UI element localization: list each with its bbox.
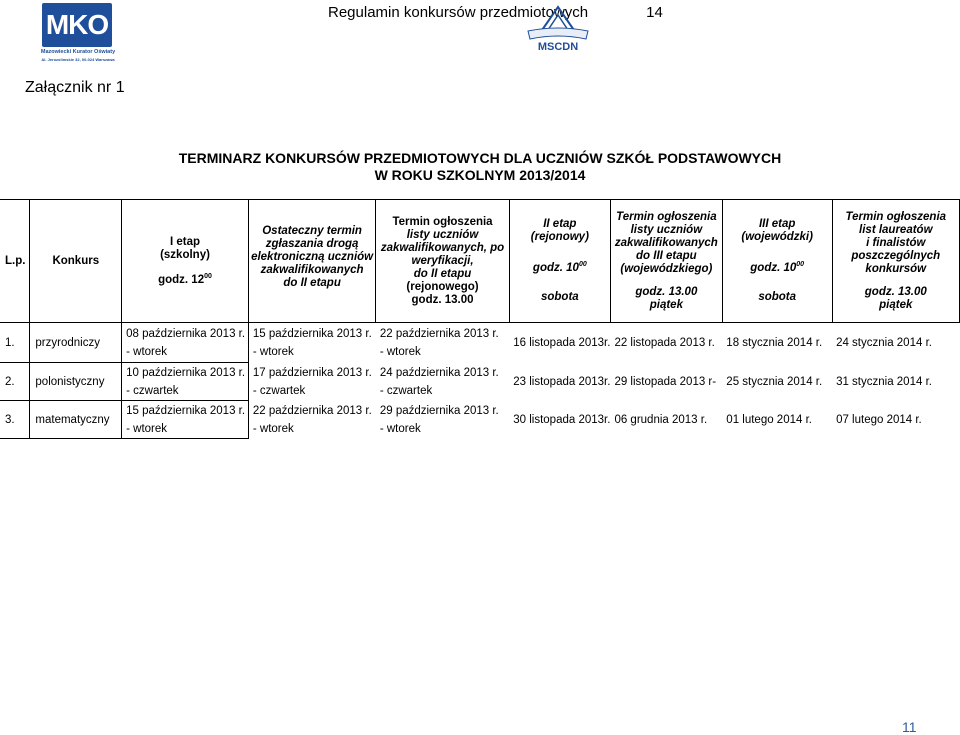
row-etap1-date: 08 października 2013 r. xyxy=(126,327,246,340)
row-lau-text: 24 stycznia 2014 r. xyxy=(836,336,932,349)
row-ogloszenie-2 xyxy=(376,401,509,439)
row-og2-date: 24 października 2013 r. xyxy=(379,366,499,379)
row-etap2-text: 30 listopada 2013r. xyxy=(513,413,611,426)
row-etap1-date: 10 października 2013 r. xyxy=(126,366,246,379)
row-etap1-day: - wtorek xyxy=(126,345,168,358)
header-lau-line2: list laureatów xyxy=(859,223,933,236)
header-etap2 xyxy=(509,200,610,323)
header-etap1-line2: (szkolny) xyxy=(160,248,210,261)
row-ostateczny xyxy=(248,323,375,363)
row-konkurs xyxy=(30,363,122,401)
row-etap3-text: 18 stycznia 2014 r. xyxy=(726,336,823,349)
header-etap3-line2: (wojewódzki) xyxy=(741,231,813,244)
row-etap2 xyxy=(509,401,610,439)
header-etap2-minutes: 00 xyxy=(578,261,587,269)
row-etap3 xyxy=(722,401,832,439)
row-etap2 xyxy=(509,323,610,363)
row-etap3-text: 25 stycznia 2014 r. xyxy=(726,375,823,388)
header-og3-line2: listy uczniów xyxy=(630,223,703,236)
mko-logo-caption-line1: Mazowiecki Kurator Oświaty xyxy=(40,49,116,55)
row-ostateczny xyxy=(248,363,375,401)
row-etap1 xyxy=(122,401,249,439)
row-etap2 xyxy=(509,363,610,401)
main-title-line2: W ROKU SZKOLNYM 2013/2014 xyxy=(374,167,586,183)
row-ogloszenie-2 xyxy=(376,323,509,363)
header-ogloszenie-2 xyxy=(376,200,509,323)
row-lp xyxy=(0,363,30,401)
header-ost-line4: zakwalifikowanych xyxy=(260,264,364,276)
header-etap1-minutes: 00 xyxy=(204,272,212,280)
header-lau-line7: piątek xyxy=(879,298,913,311)
header-lau-line1: Termin ogłoszenia xyxy=(845,210,947,223)
header-etap3-day: sobota xyxy=(758,290,797,303)
row-lau-text: 07 lutego 2014 r. xyxy=(836,413,922,426)
main-title xyxy=(0,150,960,184)
header-og2-line4: weryfikacji, xyxy=(411,254,474,267)
mscdn-logo xyxy=(520,3,596,55)
row-og2-date: 22 października 2013 r. xyxy=(379,327,499,340)
header-og3-line1: Termin ogłoszenia xyxy=(616,210,717,223)
header-etap2-day: sobota xyxy=(540,290,579,303)
header-lp: L.p. xyxy=(0,200,30,323)
row-etap3 xyxy=(722,363,832,401)
header-etap3 xyxy=(722,200,832,323)
header-ost-line3: elektroniczną uczniów xyxy=(251,251,374,263)
header-og3-line6: godz. 13.00 xyxy=(635,285,698,298)
row-og3-text: 22 listopada 2013 r. xyxy=(614,336,715,349)
row-og3-text: 06 grudnia 2013 r. xyxy=(614,413,708,426)
table-row xyxy=(0,363,960,401)
row-laureaci xyxy=(832,323,959,363)
row-konkurs-text: przyrodniczy xyxy=(35,336,100,349)
header-og2-line2: listy uczniów xyxy=(406,228,479,241)
table-header-row xyxy=(0,200,960,323)
row-ost-day: - wtorek xyxy=(252,345,294,358)
row-laureaci xyxy=(832,401,959,439)
row-ostateczny xyxy=(248,401,375,439)
header-etap2-line2: (rejonowy) xyxy=(530,231,589,244)
document-header-title xyxy=(328,4,663,21)
row-lp-text: 1. xyxy=(5,336,15,349)
header-konkurs xyxy=(30,200,122,323)
document-header-suffix: 14 xyxy=(646,4,663,21)
header-ogloszenie-3 xyxy=(610,200,722,323)
mscdn-logo-text: MSCDN xyxy=(537,41,579,53)
header-lau-line4: poszczególnych xyxy=(851,249,941,262)
header-etap1-hour: godz. 12 xyxy=(158,273,205,286)
row-konkurs-text: matematyczny xyxy=(35,413,110,426)
row-etap1 xyxy=(122,363,249,401)
row-etap3 xyxy=(722,323,832,363)
row-etap1-day: - wtorek xyxy=(126,422,168,435)
annex-label: Załącznik nr 1 xyxy=(25,79,125,96)
header-og2-line3: zakwalifikowanych, po xyxy=(380,241,505,254)
mko-logo-letters: MKO xyxy=(45,9,109,40)
header-og3-line7: piątek xyxy=(649,298,683,311)
header-etap3-minutes: 00 xyxy=(796,261,805,269)
row-etap1 xyxy=(122,323,249,363)
row-konkurs xyxy=(30,401,122,439)
row-ost-day: - wtorek xyxy=(252,422,294,435)
header-og2-line5: do II etapu xyxy=(413,267,472,280)
row-og2-date: 29 października 2013 r. xyxy=(379,404,499,417)
header-ostateczny xyxy=(248,200,375,323)
header-etap1-line1: I etap xyxy=(169,235,201,248)
header-etap2-line1: II etap xyxy=(543,218,577,231)
row-ost-day: - czwartek xyxy=(252,384,306,397)
page-number: 11 xyxy=(902,719,917,735)
mko-logo xyxy=(38,3,118,65)
mko-logo-caption xyxy=(38,49,118,63)
table-row xyxy=(0,323,960,363)
header-og2-line1: Termin ogłoszenia xyxy=(392,215,493,228)
header-og3-line3: zakwalifikowanych xyxy=(614,236,718,249)
row-konkurs-text: polonistyczny xyxy=(35,375,105,388)
row-ogloszenie-3 xyxy=(610,363,722,401)
row-etap3-text: 01 lutego 2014 r. xyxy=(726,413,812,426)
row-lp xyxy=(0,401,30,439)
header-lau-line5: konkursów xyxy=(865,262,927,275)
row-og3-text: 29 listopada 2013 r- xyxy=(614,375,717,388)
row-lp-text: 2. xyxy=(5,375,15,388)
header-og2-line6: (rejonowego) xyxy=(406,280,479,293)
row-lau-text: 31 stycznia 2014 r. xyxy=(836,375,932,388)
row-etap1-date: 15 października 2013 r. xyxy=(126,404,246,417)
header-etap1-time xyxy=(122,270,248,287)
table-row xyxy=(0,401,960,439)
row-lp-text: 3. xyxy=(5,413,15,426)
row-ost-date: 15 października 2013 r. xyxy=(252,327,372,340)
header-etap3-hour: godz. 10 xyxy=(750,261,797,274)
row-ogloszenie-2 xyxy=(376,363,509,401)
header-og2-line7: godz. 13.00 xyxy=(411,293,474,306)
header-laureaci xyxy=(832,200,959,323)
row-og2-day: - wtorek xyxy=(379,422,421,435)
header-lau-line6: godz. 13.00 xyxy=(864,285,927,298)
header-ost-line1: Ostateczny termin xyxy=(262,225,362,237)
row-laureaci xyxy=(832,363,959,401)
row-etap1-day: - czwartek xyxy=(126,384,179,397)
mko-logo-caption-line2: Al. Jerozolimskie 32, 00-024 Warszawa xyxy=(41,57,115,62)
header-etap3-line1: III etap xyxy=(758,218,796,231)
row-lp xyxy=(0,323,30,363)
document-header-text: Regulamin konkursów przedmiotowych xyxy=(328,4,589,21)
row-etap2-text: 23 listopada 2013r. xyxy=(513,375,611,388)
row-ost-date: 22 października 2013 r. xyxy=(252,404,372,417)
header-etap1 xyxy=(122,200,249,323)
header-etap3-time xyxy=(723,258,832,275)
header-etap2-hour: godz. 10 xyxy=(532,261,579,274)
main-title-line1: TERMINARZ KONKURSÓW PRZEDMIOTOWYCH DLA UCZNIÓW SZKÓŁ PODSTAWOWYCH xyxy=(178,150,782,166)
schedule-table xyxy=(0,199,960,439)
header-ost-line2: zgłaszania drogą xyxy=(265,238,359,250)
row-og2-day: - czwartek xyxy=(379,384,433,397)
row-konkurs xyxy=(30,323,122,363)
row-og2-day: - wtorek xyxy=(379,345,421,358)
header-og3-line4: do III etapu xyxy=(636,249,697,262)
header-etap2-time xyxy=(510,258,610,275)
header-ost-line5: do II etapu xyxy=(283,277,341,289)
header-konkurs-label: Konkurs xyxy=(52,254,100,267)
header-lau-line3: i finalistów xyxy=(866,236,926,249)
row-ost-date: 17 października 2013 r. xyxy=(252,366,372,379)
row-ogloszenie-3 xyxy=(610,401,722,439)
row-etap2-text: 16 listopada 2013r. xyxy=(513,336,611,349)
header-og3-line5: (wojewódzkiego) xyxy=(620,262,713,275)
row-ogloszenie-3 xyxy=(610,323,722,363)
